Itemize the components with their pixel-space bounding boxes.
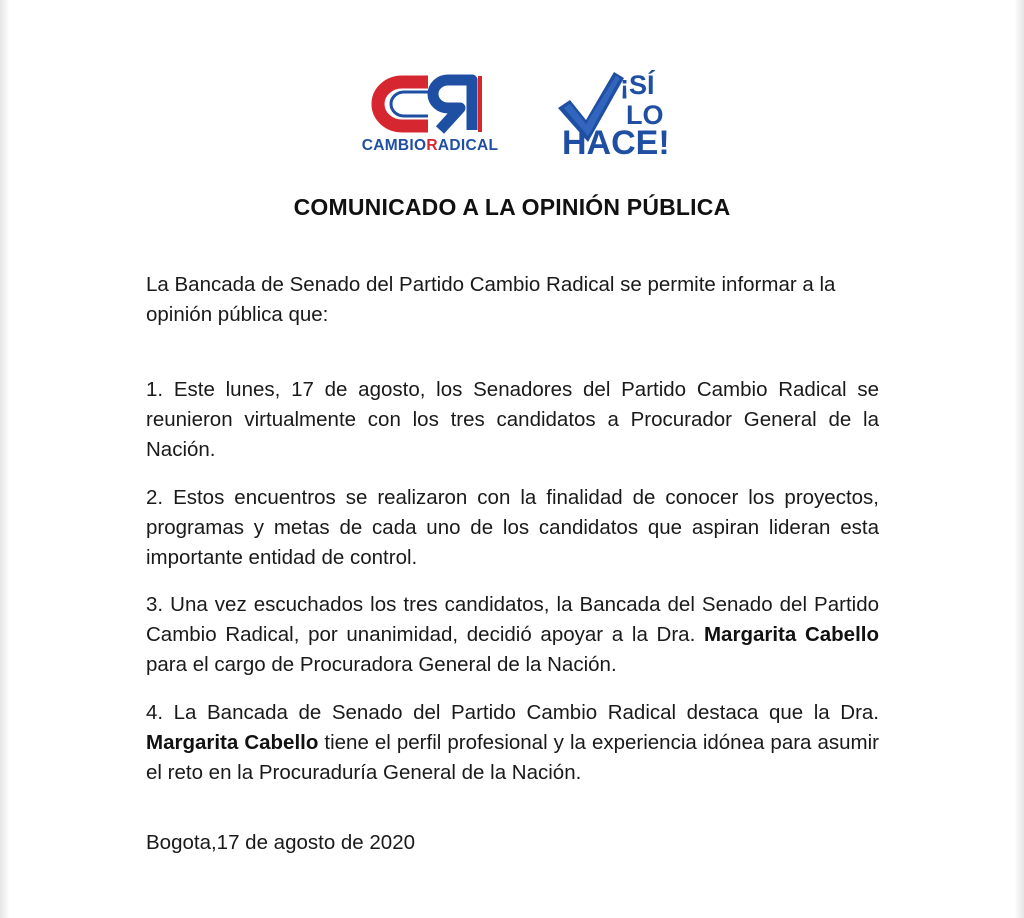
- point-4-text: 4. La Bancada de Senado del Partido Cambio Radical destaca que la Dra.: [146, 701, 879, 724]
- si-line: ¡SÍ: [620, 70, 655, 100]
- point-1: 1. Este lunes, 17 de agosto, los Senadores del Partido Cambio Radical se reunieron virtualmente con los tres candidatos a Procurador General de la Nación.: [146, 378, 879, 461]
- candidate-name: Margarita Cabello: [703, 623, 879, 646]
- lo-line: LO: [626, 100, 664, 130]
- point-3-text: 3. Una vez escuchados los tres candidatos, la Bancada del Senado del Partido Cambio Radical, por unanimidad, decidió apoyar a la Dra.: [146, 593, 879, 646]
- hace-line: HACE!: [562, 124, 670, 160]
- date-line: Bogota,17 de agosto de 2020: [146, 831, 416, 854]
- point-4: [146, 698, 879, 788]
- cambio-radical-logo: [344, 68, 516, 158]
- cr-monogram-c-inner: [391, 92, 428, 116]
- si-lo-hace-logo: [556, 64, 674, 160]
- point-2: 2. Estos encuentros se realizaron con la finalidad de conocer los proyectos, programas y metas de cada uno de los candidatos que aspiran lideran esta importante entidad de control.: [146, 486, 879, 569]
- page-shadow-right: [1014, 0, 1024, 918]
- cr-wordmark: CAMBIORADICAL: [361, 137, 499, 154]
- page-shadow-left: [0, 0, 10, 918]
- cr-monogram-c: [378, 82, 428, 126]
- candidate-name: Margarita Cabello: [146, 731, 319, 754]
- cr-monogram-r: [433, 80, 472, 130]
- point-3-text-end: para el cargo de Procuradora General de la Nación.: [146, 653, 617, 676]
- intro-paragraph: La Bancada de Senado del Partido Cambio Radical se permite informar a la opinión pública que:: [146, 273, 836, 326]
- document-title: COMUNICADO A LA OPINIÓN PÚBLICA: [293, 194, 731, 220]
- point-4-text-end: tiene el perfil profesional y la experiencia idónea para asumir el reto en la Procuraduría General de la Nación.: [146, 731, 879, 784]
- point-3: [146, 590, 879, 680]
